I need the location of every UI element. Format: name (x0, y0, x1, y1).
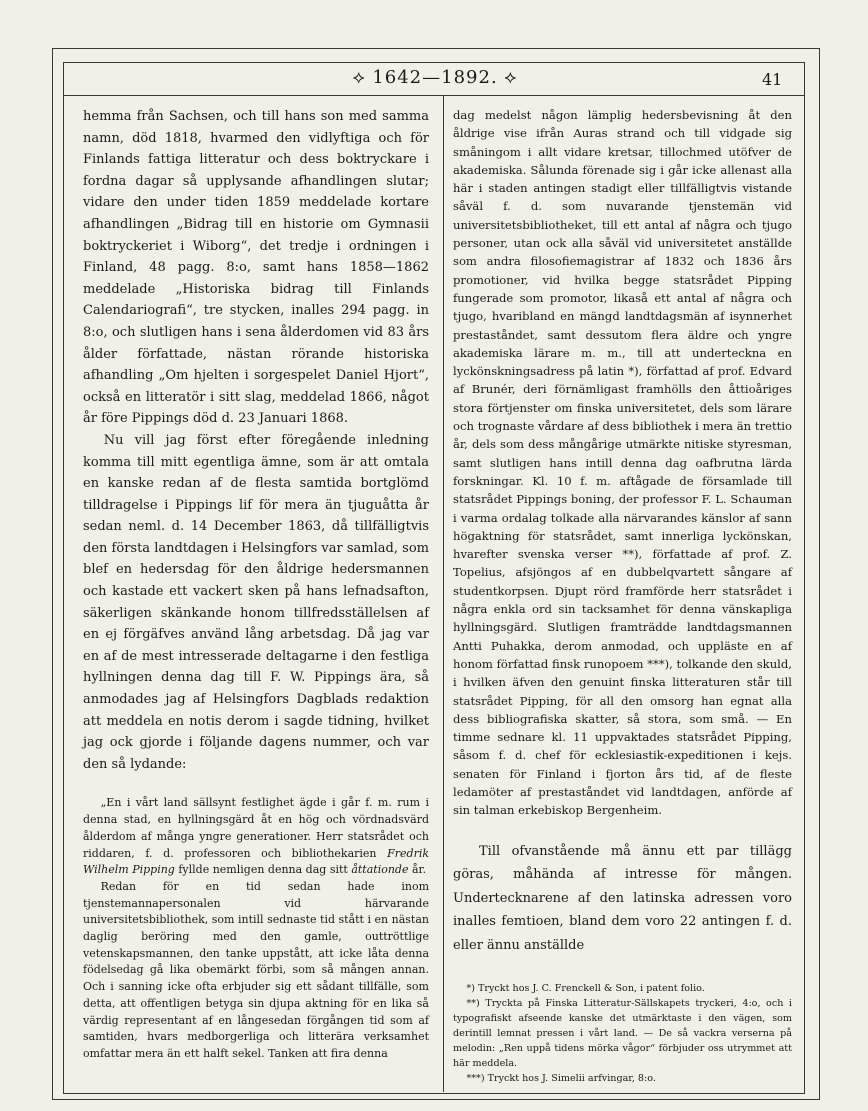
footnote-3: ***) Tryckt hos J. Simelii arfvingar, 8:o. (466, 1073, 656, 1085)
quote-1-middle: fyllde nemligen denna dag sitt (178, 863, 348, 877)
paragraph-1: hemma från Sachsen, och till hans son med samma namn, död 1818, hvarmed den vidlyftiga och för Finlands fattiga litteratur och dess boktryckare i fordna dagar så upplysande afhandlingen slutar; vidare den under tiden 1859 meddelade kortare afhandlingen „Bidrag till en historie om Gymnasii boktryckeriet i Wiborg“, det tredje i ordningen i Finland, 48 pagg. 8:o, samt hans 1858—1862 meddelade „Historiska bidrag till Finlands Calendariografi“, tre stycken, inalles 294 pagg. in 8:o, och slutligen hans i sena ålderdomen vid 83 års ålder författade, nästan rörande historiska afhandling „Om hjelten i sorgespelet Daniel Hjort“, också en litteratör i sitt slag, meddelad 1866, något år före Pippings död d. 23 Januari 1868. (83, 109, 429, 427)
quote-paragraph-1 (83, 795, 429, 879)
left-column (83, 106, 429, 1063)
quote-1-italic-name: Fredrik Wilhelm Pipping (83, 846, 430, 877)
quote-1-italic-age: åttationde (351, 863, 409, 877)
footnote-1: *) Tryckt hos J. C. Frenckell & Son, i patent folio. (466, 983, 705, 995)
closing-section (453, 840, 792, 958)
footnotes (453, 981, 792, 1086)
right-column (453, 106, 792, 1086)
quote-continuation (453, 106, 792, 820)
closing-paragraph: Till ofvanstående må ännu ett par tillägg göras, måhända af intresse för mången. Undertecknarene af den latinska adressen voro inalles femtioen, bland dem voro 22 antingen f. d. eller ännu anställde (453, 843, 792, 953)
running-title: ⟡ 1642—1892. ⟡ (352, 67, 518, 88)
left-body-text (83, 106, 429, 775)
quote-continuation-text: dag medelst någon lämplig hedersbevisning åt den åldrige vise ifrån Auras strand och till vidgade sig småningom i allt vidare kretsar, tillochmed utöfver de akademiska. Sålunda förenade sig i går icke allenast alla här i staden antingen stadigt eller tillfälligtvis vistande såväl f. d. som nuvarande tjenstemän vid universitetsbibliotheket, till ett antal af några och tjugo personer, utan ock alla såväl vid universitetet anställde som andra filosofiemagistrar af 1832 och 1836 års promotioner, vid hvilka begge statsrådet Pipping fungerade som promotor, likaså ett antal af några och tjugo, hvaribland en mängd landtdagsmän af isynnerhet prestaståndet, samt dessutom flera äldre och yngre akademiska lärare m. m., till att underteckna en lyckönskningsadress på latin *), författad af prof. Edvard af Brunér, deri förnämligast framhölls den åttioåriges stora förtjenster om finska universitetet, dels som lärare och trognaste vårdare af dess bibliothek i mera än trettio år, dels som dess mångårige utmärkte nitiske styresman, samt slutligen hans intill denna dag oafbrutna lärda forskningar. Kl. 10 f. m. aftågade de församlade till statsrådet Pippings boning, der professor F. L. Schauman i varma ordalag tolkade alla närvarandes känslor af sann högaktning för statsrådet, samt innerliga lyckönskan, hvarefter svenska verser **), författade af prof. Z. Topelius, afsjöngos af en dubbelqvartett sångare af studentkorpsen. Djupt rörd framförde herr statsrådet i några enkla ord sin tacksamhet för denna vänskapliga hyllningsgärd. Slutligen framträdde landtdagsmannen Antti Puhakka, derom anmodad, och uppläste en af honom författad finsk runopoem ***), tolkande den skuld, i hvilken äfven den genuint finska litteraturen står till statsrådet Pipping, för all den omsorg han egnat alla dess bibliografiska skatter, så stora, som små. — En timme sednare kl. 11 uppvaktades statsrådet Pipping, såsom f. d. chef för ecklesiastik-expeditionen i kejs. senaten för Finland i fjorton års tid, af de fleste ledamöter af prestaståndet vid landtdagen, anförde af sin talman erkebiskop Bergenheim. (453, 108, 792, 818)
column-divider (443, 95, 444, 1092)
quote-1-before: „En i vårt land sällsynt festlighet ägde i går f. m. rum i denna stad, en hyllningsgärd åt en hög och vördnadsvärd ålderdom af många yngre generationer. Herr statsrådet och riddaren, f. d. professoren och bibliothekarien (83, 796, 429, 860)
footnote-2: **) Tryckta på Finska Litteratur-Sällskapets tryckeri, 4:o, och i typografiskt afseende kanske det utmärktaste i den vägen, som derintill lemnat pressen i vårt land. — De så vackra verserna på melodin: „Ren uppå tidens mörka vågor“ förbjuder oss utrymmet att här meddela. (453, 998, 792, 1070)
header-rule (63, 95, 805, 96)
newspaper-quote (83, 795, 429, 1062)
quote-1-after: år. (411, 863, 427, 877)
quote-paragraph-2: Redan för en tid sedan hade inom tjenstemannapersonalen vid härvarande universitetsbibliothek, som intill sednaste tid stått i en nästan daglig beröring med den gamle, outtröttlige vetenskapsmannen, den tanke uppstått, att icke låta denna födelsedag gå lika obemärkt förbi, som så mången annan. Och i sanning icke ofta erbjuder sig ett sådant tillfälle, som detta, att offentligen betyga sin djupa aktning för en lika så värdig representant af en långesedan förgången tid som af samtiden, hvars medborgerliga och litterära verksamhet omfattar mera än ett halft sekel. Tanken att fira denna (83, 879, 429, 1060)
paragraph-2: Nu vill jag först efter föregående inledning komma till mitt egentliga ämne, som är att omtala en kanske redan af de flesta samtida bortglömd tilldragelse i Pippings lif för mera än tjuguåtta år sedan neml. d. 14 December 1863, då tillfälligtvis den första landtdagen i Helsingfors var samlad, som blef en hedersdag för den åldrige hedersmannen och kastade ett vackert sken på hans lefnadsafton, säkerligen skänkande honom tillfredsställelsen af en ej förgäfves använd lång arbetsdag. Då jag var en af de mest intresserade deltagarne i den festliga hyllningen denna dag till F. W. Pippings ära, så anmodades jag af Helsingfors Dagblads redaktion att meddela en notis derom i sagde tidning, hvilket jag ock gjorde i följande dagens nummer, och var den så lydande: (83, 432, 429, 772)
page-number: 41 (762, 70, 783, 89)
